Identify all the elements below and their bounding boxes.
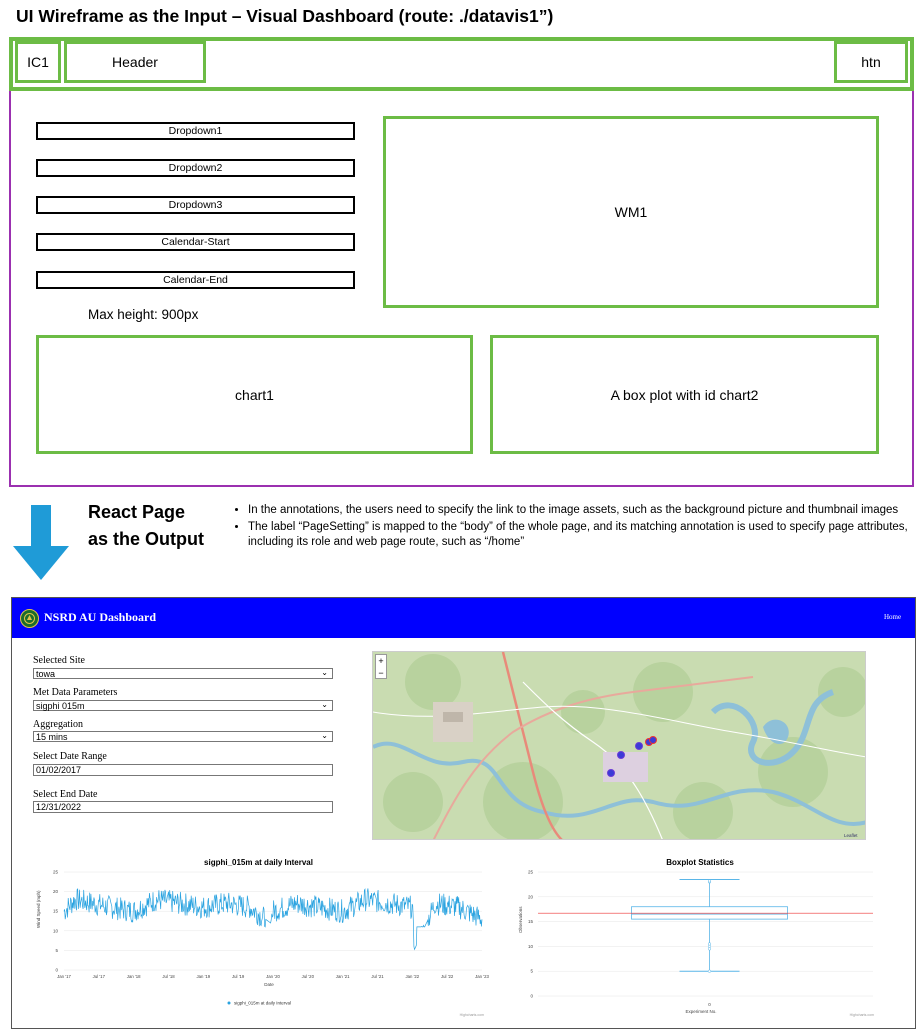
wireframe-chart1: chart1 (36, 335, 473, 454)
wireframe-htn: htn (834, 41, 908, 83)
chevron-down-icon: ⌄ (321, 700, 328, 709)
outlier-point (708, 880, 711, 883)
zoom-out-button[interactable]: − (378, 668, 384, 678)
app-title[interactable]: NSRD AU Dashboard (44, 610, 157, 624)
annotation-bullet: • The label “PageSetting” is mapped to the “body” of the whole page, and its matching annotation is used to specify page attributes, including its role and web page route, such as “/home” (248, 520, 912, 551)
x-tick-label: Jan '20 (266, 974, 280, 979)
box-chart-ylabel: Observations (518, 906, 523, 933)
x-tick-label: Jan '23 (475, 974, 489, 979)
aggregation-select[interactable] (33, 731, 333, 742)
line-chart-legend[interactable]: sigphi_015m at daily Interval (234, 1000, 292, 1006)
react-page-label: React Page as the Output (88, 502, 204, 549)
line-chart-ylabel: Wind Speed (mph) (36, 890, 41, 928)
outlier-point (708, 943, 711, 946)
box-chart-svg (508, 868, 888, 1018)
aggregation-select-value: 15 mins (36, 732, 68, 742)
start-date-label: Select Date Range (33, 751, 107, 762)
wireframe-calendar-end: Calendar-End (36, 271, 355, 289)
param-select[interactable] (33, 700, 333, 711)
zoom-in-button[interactable]: + (378, 656, 384, 666)
param-label: Met Data Parameters (33, 687, 118, 698)
wireframe-header-label: Header (64, 41, 206, 83)
end-date-label: Select End Date (33, 789, 98, 800)
x-tick-label: Jan '21 (335, 974, 350, 979)
chevron-down-icon: ⌄ (321, 731, 328, 740)
chevron-down-icon: ⌄ (321, 668, 328, 677)
y-tick-label: 5 (530, 968, 533, 974)
legend-marker-icon (228, 1002, 231, 1005)
y-tick-label: 10 (527, 943, 533, 949)
wireframe-dropdown2: Dropdown2 (36, 159, 355, 177)
nav-home-link[interactable]: Home (884, 613, 902, 621)
y-tick-label: 5 (55, 947, 58, 953)
map-zoom-controls (375, 654, 387, 679)
y-tick-label: 25 (527, 869, 533, 875)
box-chart-title: Boxplot Statistics (666, 858, 734, 867)
y-tick-label: 15 (52, 908, 58, 914)
y-tick-label: 15 (527, 919, 533, 925)
x-tick-label: Jul '19 (232, 974, 245, 979)
x-tick-label: Jul '20 (301, 974, 314, 979)
wireframe-dropdown1: Dropdown1 (36, 122, 355, 140)
x-tick-label: Jul '17 (92, 974, 105, 979)
map-attribution[interactable]: Leaflet (844, 833, 858, 838)
outlier-point (708, 948, 711, 951)
wireframe-wm1: WM1 (383, 116, 879, 308)
box-chart-credit[interactable]: Highcharts.com (849, 1013, 874, 1017)
line-chart-xlabel: Date (264, 982, 274, 987)
x-tick-label: Jan '18 (126, 974, 141, 979)
x-tick-label: Jul '21 (371, 974, 384, 979)
site-select-value: towa (36, 669, 56, 679)
x-tick-label: Jan '17 (57, 974, 71, 979)
annotation-bullets (232, 503, 912, 552)
wireframe-calendar-start: Calendar-Start (36, 233, 355, 251)
wireframe-title: UI Wireframe as the Input – Visual Dashboard (route: ./datavis1”) (16, 6, 554, 26)
doe-logo-icon[interactable] (20, 609, 39, 628)
annotation-bullet: • In the annotations, the users need to specify the link to the image assets, such as the background picture and thumbnail images (248, 503, 912, 519)
site-select[interactable] (33, 668, 333, 679)
x-tick-label: Jul '22 (441, 974, 454, 979)
wireframe-chart2: A box plot with id chart2 (490, 335, 879, 454)
wireframe-ic1: IC1 (15, 41, 61, 83)
y-tick-label: 20 (527, 894, 533, 900)
y-tick-label: 0 (530, 993, 533, 999)
y-tick-label: 10 (52, 928, 58, 934)
wireframe-dropdown3: Dropdown3 (36, 196, 355, 214)
line-chart-credit[interactable]: Highcharts.com (459, 1013, 484, 1017)
x-tick-label: Jan '19 (196, 974, 211, 979)
wireframe-max-height-note: Max height: 900px (88, 307, 199, 322)
x-tick-label: Jan '22 (405, 974, 420, 979)
x-tick-label: Jul '18 (162, 974, 175, 979)
box-chart-xlabel: Experiment No. (685, 1009, 717, 1014)
y-tick-label: 25 (52, 869, 58, 875)
down-arrow-head-icon (13, 546, 69, 580)
x-tick-label: 0 (708, 1002, 711, 1007)
line-chart-svg (24, 868, 494, 1018)
start-date-input[interactable]: 01/02/2017 (33, 764, 333, 776)
map-widget[interactable] (372, 651, 866, 840)
outlier-point (708, 970, 711, 973)
series-line (64, 888, 482, 949)
aggregation-label: Aggregation (33, 719, 83, 730)
site-label: Selected Site (33, 655, 85, 666)
down-arrow-icon (31, 505, 51, 547)
param-select-value: sigphi 015m (36, 701, 85, 711)
outlier-point (708, 945, 711, 948)
y-tick-label: 20 (52, 889, 58, 895)
y-tick-label: 0 (55, 967, 58, 973)
end-date-input[interactable]: 12/31/2022 (33, 801, 333, 813)
line-chart-title: sigphi_015m at daily Interval (204, 858, 313, 867)
